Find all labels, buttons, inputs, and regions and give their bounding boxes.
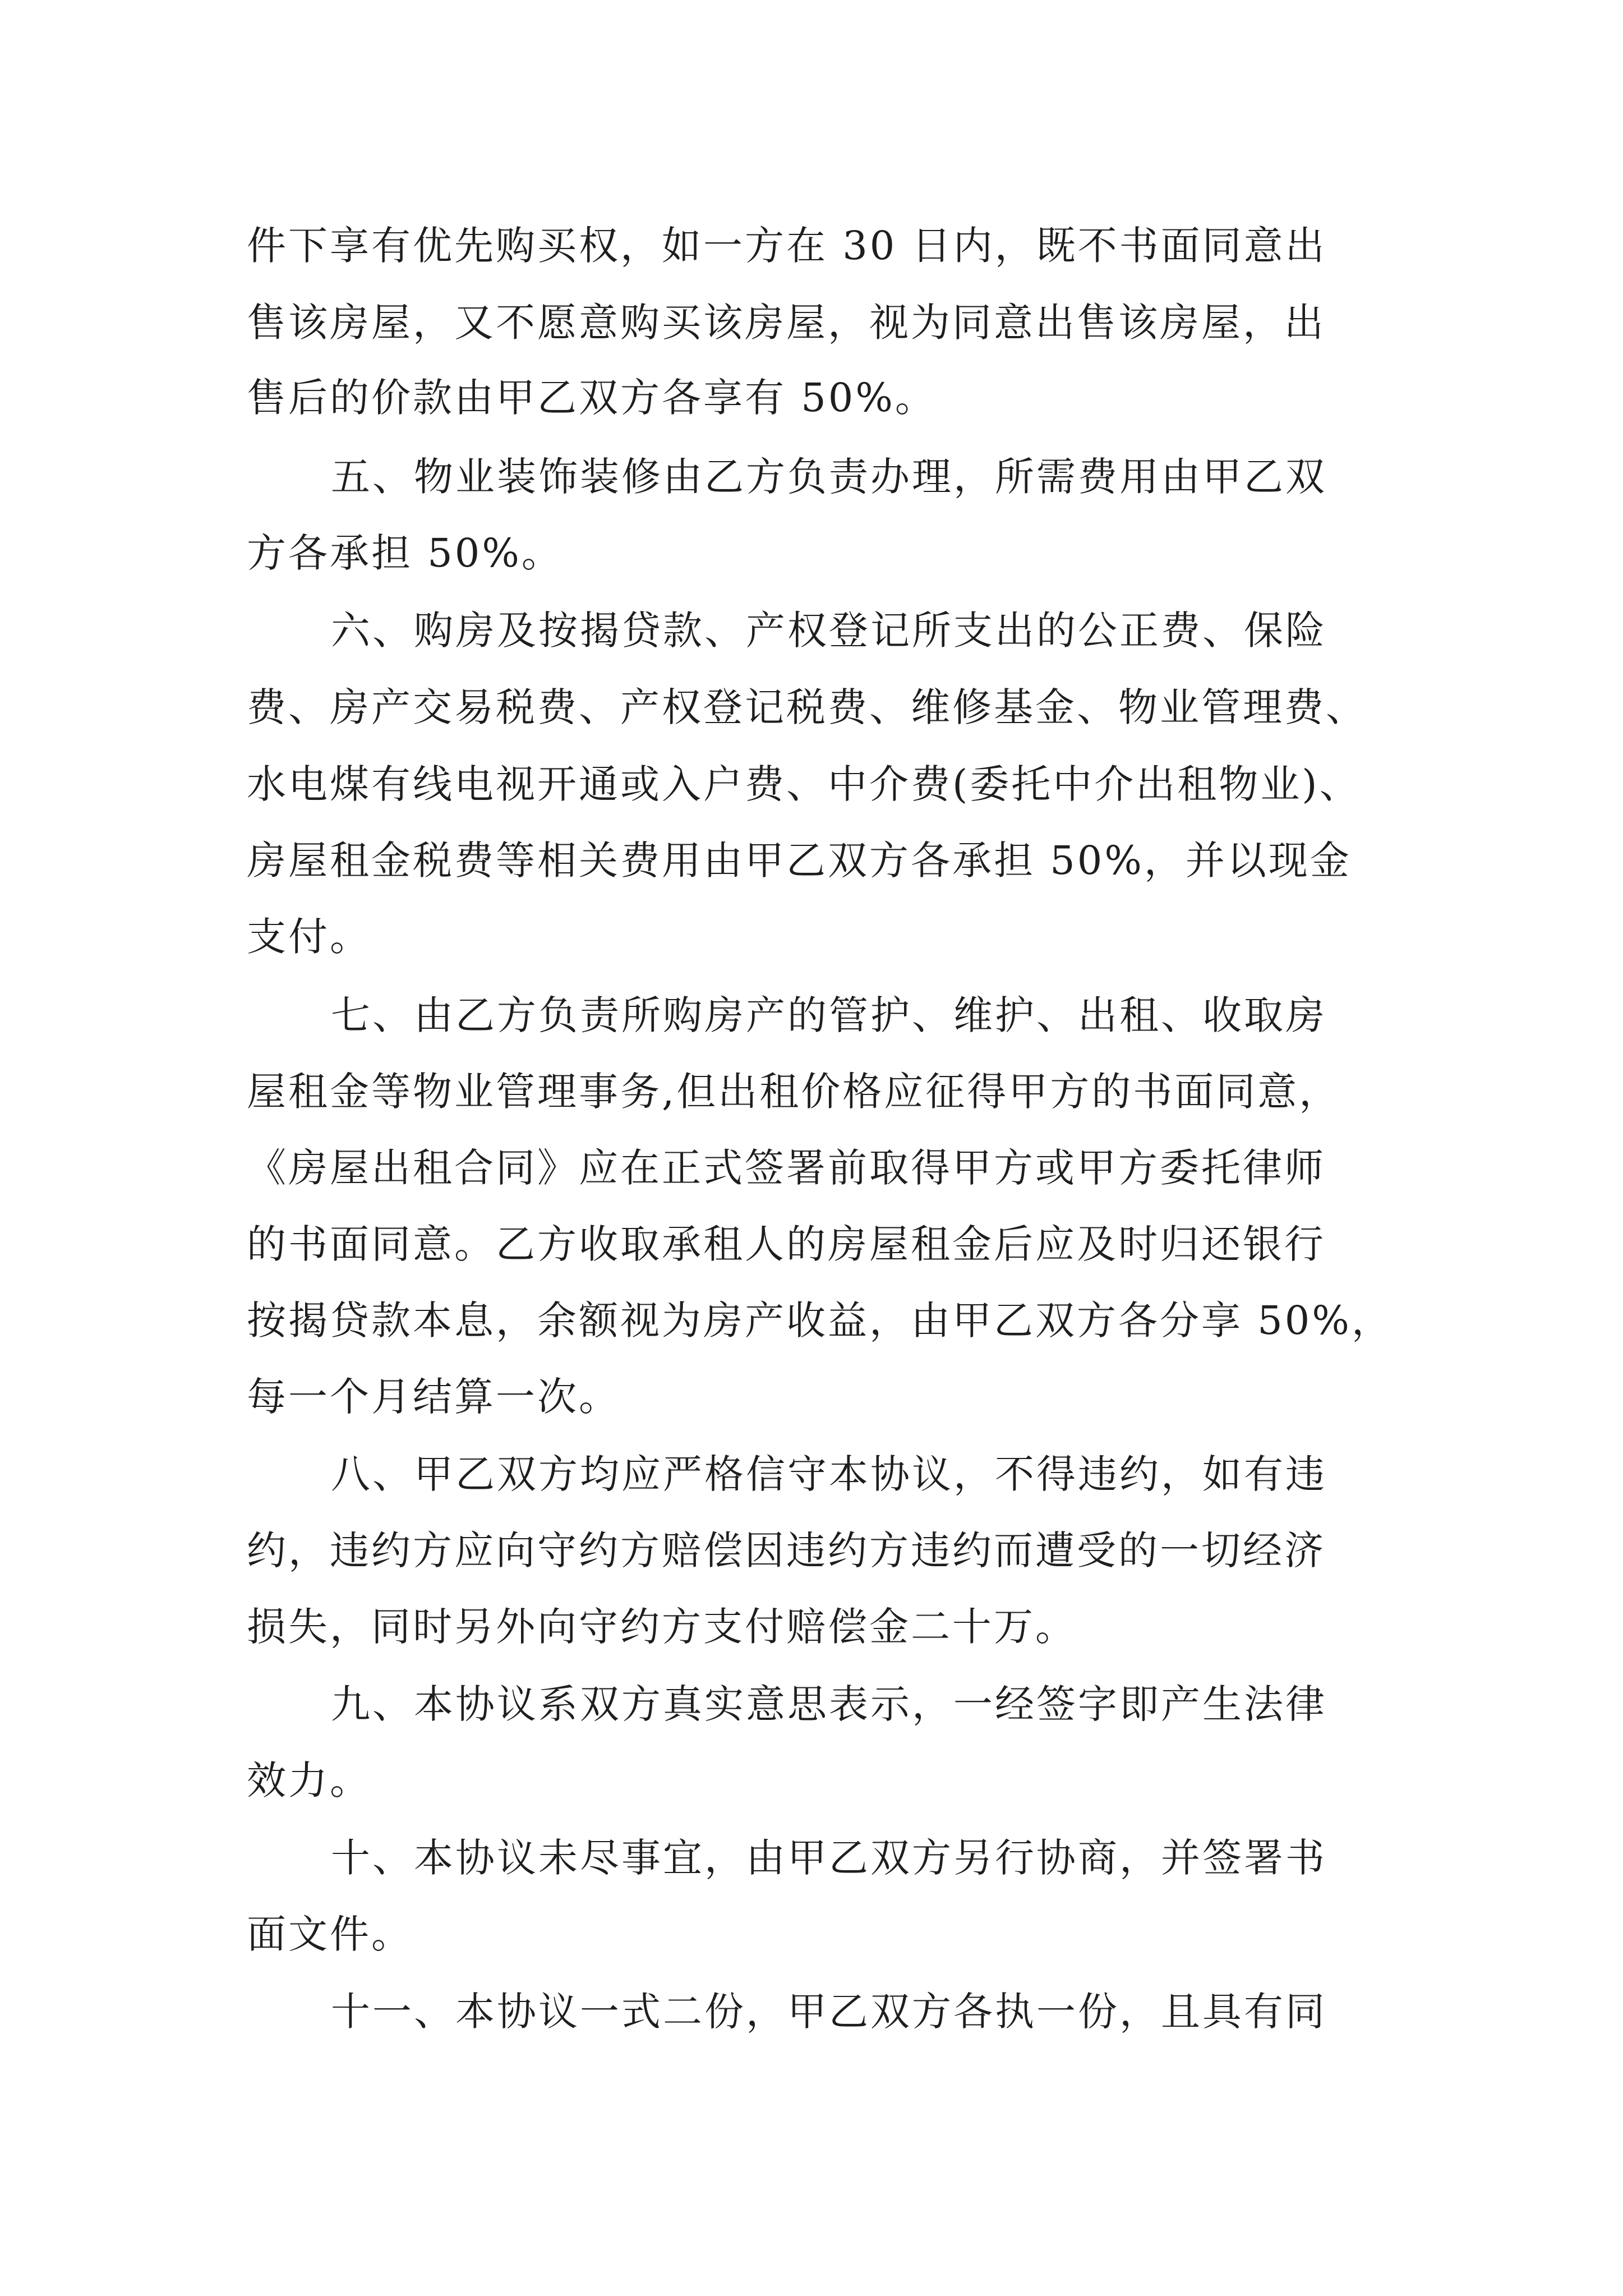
clause-6-line-1: 六、购房及按揭贷款、产权登记所支出的公正费、保险 <box>331 608 1327 654</box>
clause-8-line-2: 约，违约方应向守约方赔偿因违约方违约而遭受的一切经济 <box>247 1527 1326 1573</box>
clause-10-line-1: 十、本协议未尽事宜，由甲乙双方另行协商，并签署书 <box>331 1835 1327 1881</box>
clause-5-line-1: 五、物业装饰装修由乙方负责办理，所需费用由甲乙双 <box>331 454 1327 500</box>
clause-11-line-1: 十一、本协议一式二份，甲乙双方各执一份，且具有同 <box>331 1989 1327 2035</box>
clause-8-line-1: 八、甲乙双方均应严格信守本协议，不得违约，如有违 <box>331 1451 1327 1497</box>
clause-8-line-3: 损失，同时另外向守约方支付赔偿金二十万。 <box>247 1604 1077 1650</box>
clause-4-line-3: 售后的价款由甲乙双方各享有 50%。 <box>247 375 937 421</box>
clause-9-line-1: 九、本协议系双方真实意思表示，一经签字即产生法律 <box>331 1681 1327 1727</box>
clause-7-line-5: 按揭贷款本息，余额视为房产收益，由甲乙双方各分享 50%， <box>247 1297 1393 1343</box>
clause-5-line-2: 方各承担 50%。 <box>247 530 563 576</box>
clause-9-line-2: 效力。 <box>247 1757 371 1803</box>
clause-7-line-6: 每一个月结算一次。 <box>247 1374 620 1420</box>
clause-7-line-4: 的书面同意。乙方收取承租人的房屋租金后应及时归还银行 <box>247 1221 1326 1267</box>
clause-6-line-5: 支付。 <box>247 914 371 960</box>
clause-7-line-1: 七、由乙方负责所购房产的管护、维护、出租、收取房 <box>331 992 1327 1038</box>
clause-4-line-1: 件下享有优先购买权，如一方在 30 日内，既不书面同意出 <box>247 223 1327 269</box>
clause-7-line-2: 屋租金等物业管理事务,但出租价格应征得甲方的书面同意， <box>247 1069 1341 1115</box>
clause-10-line-2: 面文件。 <box>247 1911 413 1957</box>
clause-6-line-3: 水电煤有线电视开通或入户费、中介费(委托中介出租物业)、 <box>247 761 1361 807</box>
clause-4-line-2: 售该房屋，又不愿意购买该房屋，视为同意出售该房屋，出 <box>247 300 1326 346</box>
clause-6-line-2: 费、房产交易税费、产权登记税费、维修基金、物业管理费、 <box>247 684 1367 730</box>
clause-7-line-3: 《房屋出租合同》应在正式签署前取得甲方或甲方委托律师 <box>247 1145 1326 1191</box>
clause-6-line-4: 房屋租金税费等相关费用由甲乙双方各承担 50%，并以现金 <box>247 838 1352 884</box>
